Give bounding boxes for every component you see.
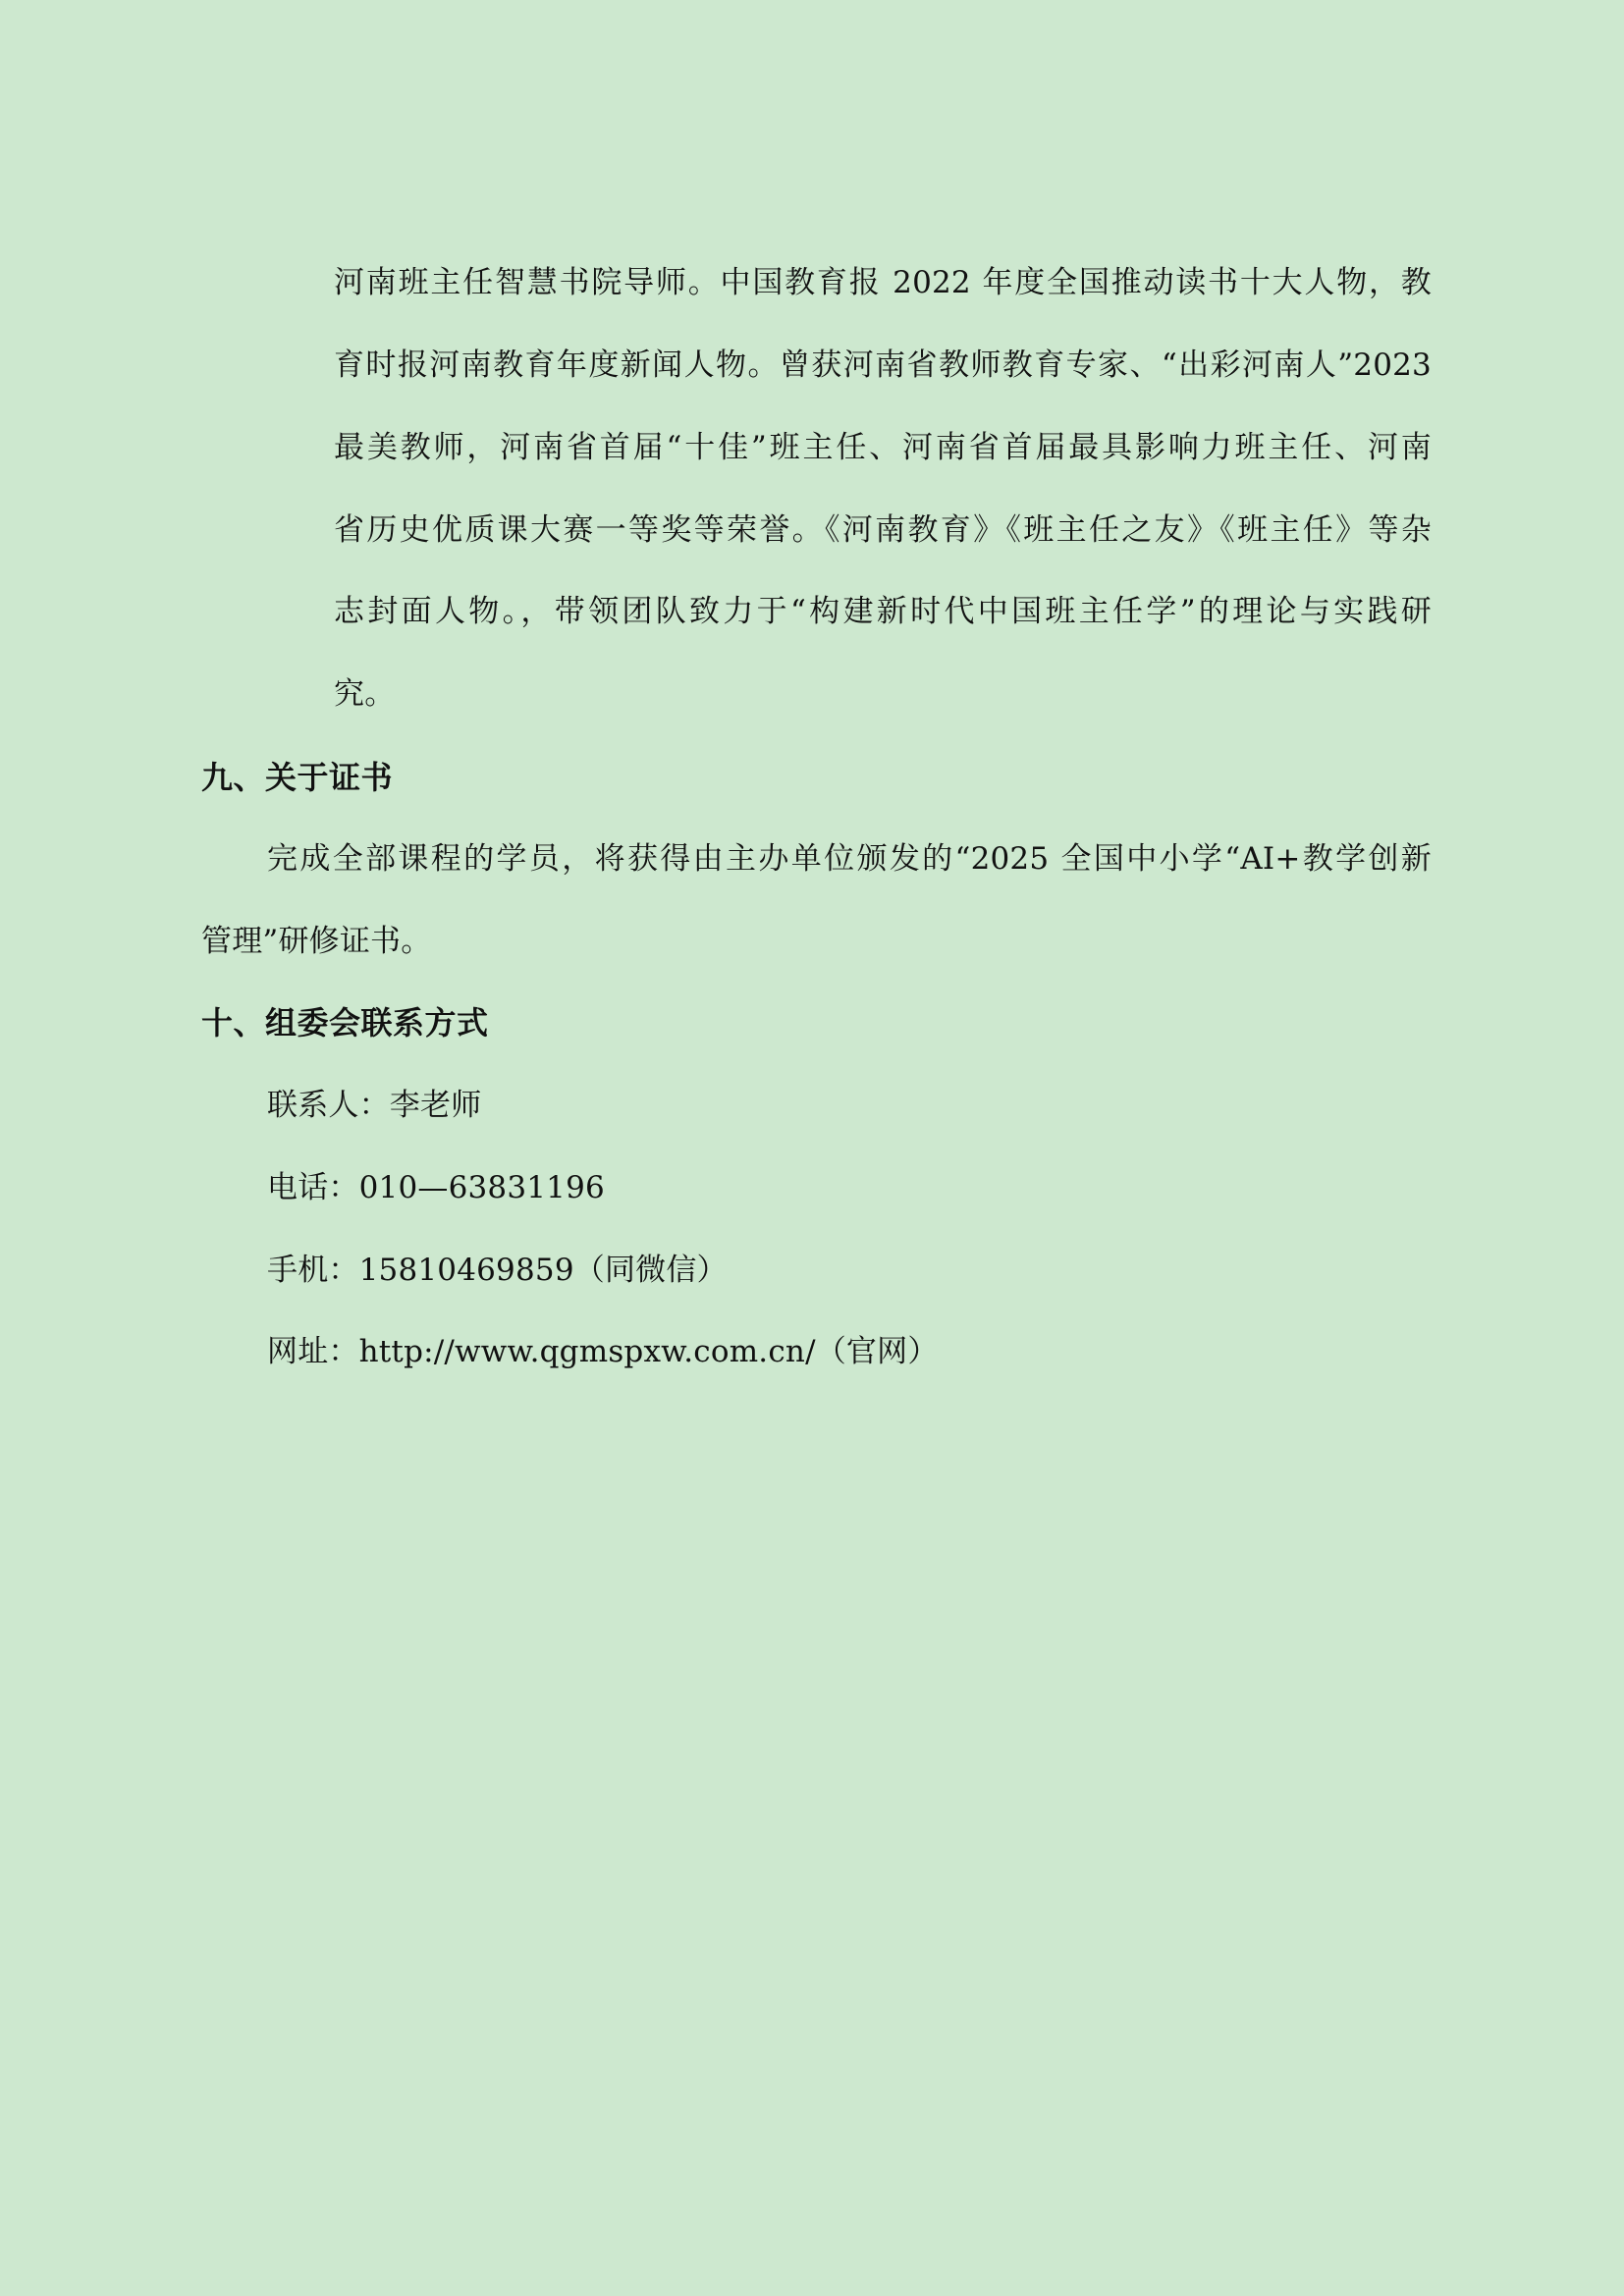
contact-website: 网址：http://www.qgmspxw.com.cn/（官网） bbox=[267, 1334, 939, 1369]
certificate-line-2: 管理”研修证书。 bbox=[201, 924, 432, 959]
bio-line-5: 志封面人物。，带领团队致力于“构建新时代中国班主任学”的理论与实践研 bbox=[334, 594, 1432, 629]
contact-phone: 电话：010—63831196 bbox=[267, 1170, 605, 1205]
bio-line-3: 最美教师，河南省首届“十佳”班主任、河南省首届最具影响力班主任、河南 bbox=[334, 430, 1432, 465]
bio-line-2: 育时报河南教育年度新闻人物。曾获河南省教师教育专家、“出彩河南人”2023 bbox=[334, 347, 1432, 383]
contact-person: 联系人：李老师 bbox=[267, 1088, 482, 1123]
section-10-heading: 十、组委会联系方式 bbox=[201, 1004, 489, 1041]
bio-line-1: 河南班主任智慧书院导师。中国教育报 2022 年度全国推动读书十大人物，教 bbox=[334, 265, 1432, 300]
bio-line-6: 究。 bbox=[334, 676, 396, 712]
bio-line-4: 省历史优质课大赛一等奖等荣誉。《河南教育》《班主任之友》《班主任》等杂 bbox=[334, 512, 1432, 548]
section-9-heading: 九、关于证书 bbox=[201, 759, 394, 796]
contact-mobile: 手机：15810469859（同微信） bbox=[267, 1253, 728, 1288]
certificate-line-1: 完成全部课程的学员，将获得由主办单位颁发的“2025 全国中小学“AI+教学创新 bbox=[267, 841, 1432, 877]
